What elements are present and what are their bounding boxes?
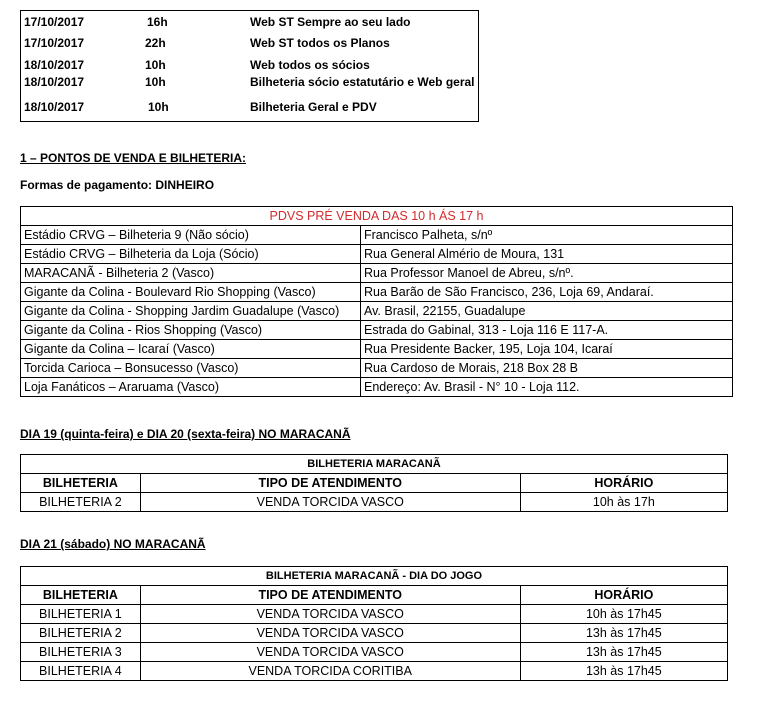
column-header: BILHETERIA (21, 586, 141, 605)
schedule-time: 10h (148, 100, 169, 114)
schedule-date: 18/10/2017 (24, 58, 85, 72)
column-header: BILHETERIA (21, 474, 141, 493)
pdv-address: Rua Cardoso de Morais, 218 Box 28 B (361, 359, 733, 378)
table-row (21, 226, 733, 245)
maracana-table-day21 (20, 566, 728, 681)
column-header: HORÁRIO (520, 586, 727, 605)
pdv-address: Endereço: Av. Brasil - N° 10 - Loja 112. (361, 378, 733, 397)
pdv-name: Estádio CRVG – Bilheteria 9 (Não sócio) (21, 226, 361, 245)
pdv-address: Rua Professor Manoel de Abreu, s/nº. (361, 264, 733, 283)
pdv-name: Gigante da Colina – Icaraí (Vasco) (21, 340, 361, 359)
schedule-desc: Bilheteria sócio estatutário e Web geral (250, 75, 475, 89)
schedule-row (21, 35, 478, 51)
pdv-name: Estádio CRVG – Bilheteria da Loja (Sócio) (21, 245, 361, 264)
table-row (21, 455, 728, 474)
section-title: 1 – PONTOS DE VENDA E BILHETERIA: (20, 151, 247, 165)
table-cell: VENDA TORCIDA VASCO (140, 493, 520, 512)
schedule-time: 10h (145, 75, 166, 89)
table-row (21, 245, 733, 264)
pdv-name: Gigante da Colina - Boulevard Rio Shopping (Vasco) (21, 283, 361, 302)
schedule-date: 17/10/2017 (24, 36, 85, 50)
schedule-time: 16h (147, 15, 168, 29)
day19-heading: DIA 19 (quinta-feira) e DIA 20 (sexta-feira) NO MARACANÃ (20, 427, 351, 441)
table-cell: BILHETERIA 1 (21, 605, 141, 624)
table-cell: BILHETERIA 2 (21, 493, 141, 512)
table-row (21, 662, 728, 681)
schedule-time: 10h (145, 58, 166, 72)
table-title: BILHETERIA MARACANÃ - DIA DO JOGO (21, 567, 728, 586)
schedule-date: 18/10/2017 (24, 100, 85, 114)
pdv-name: Gigante da Colina - Shopping Jardim Guadalupe (Vasco) (21, 302, 361, 321)
table-cell: 13h às 17h45 (520, 643, 727, 662)
pdv-table (20, 206, 733, 397)
column-header: TIPO DE ATENDIMENTO (140, 474, 520, 493)
column-header: HORÁRIO (520, 474, 727, 493)
pdv-address: Estrada do Gabinal, 313 - Loja 116 E 117-A. (361, 321, 733, 340)
table-row (21, 493, 728, 512)
table-row (21, 624, 728, 643)
table-row (21, 378, 733, 397)
table-row (21, 283, 733, 302)
table-row (21, 264, 733, 283)
schedule-row (21, 99, 478, 115)
table-cell: 13h às 17h45 (520, 624, 727, 643)
day21-heading: DIA 21 (sábado) NO MARACANÃ (20, 537, 206, 551)
table-row (21, 321, 733, 340)
table-row (21, 359, 733, 378)
table-row (21, 302, 733, 321)
pdv-address: Rua General Almério de Moura, 131 (361, 245, 733, 264)
pdv-address: Rua Barão de São Francisco, 236, Loja 69, Andaraí. (361, 283, 733, 302)
table-cell: 10h às 17h45 (520, 605, 727, 624)
schedule-row (21, 74, 478, 90)
schedule-desc: Web todos os sócios (250, 58, 370, 72)
table-row (21, 643, 728, 662)
table-cell: BILHETERIA 4 (21, 662, 141, 681)
pdv-address: Av. Brasil, 22155, Guadalupe (361, 302, 733, 321)
pdv-name: Gigante da Colina - Rios Shopping (Vasco) (21, 321, 361, 340)
table-row (21, 340, 733, 359)
table-cell: 10h às 17h (520, 493, 727, 512)
table-cell: VENDA TORCIDA VASCO (140, 643, 520, 662)
schedule-time: 22h (145, 36, 166, 50)
maracana-table-day19 (20, 454, 728, 512)
table-cell: VENDA TORCIDA CORITIBA (140, 662, 520, 681)
pdv-table-title: PDVS PRÉ VENDA DAS 10 h ÁS 17 h (21, 207, 733, 226)
schedule-desc: Bilheteria Geral e PDV (250, 100, 377, 114)
pdv-name: Torcida Carioca – Bonsucesso (Vasco) (21, 359, 361, 378)
schedule-row (21, 14, 478, 30)
table-row (21, 207, 733, 226)
table-cell: 13h às 17h45 (520, 662, 727, 681)
schedule-date: 17/10/2017 (24, 15, 85, 29)
table-cell: VENDA TORCIDA VASCO (140, 624, 520, 643)
table-cell: BILHETERIA 2 (21, 624, 141, 643)
table-row (21, 567, 728, 586)
pdv-name: Loja Fanáticos – Araruama (Vasco) (21, 378, 361, 397)
schedule-box (20, 10, 479, 122)
schedule-desc: Web ST todos os Planos (250, 36, 390, 50)
schedule-date: 18/10/2017 (24, 75, 85, 89)
table-row (21, 605, 728, 624)
column-header: TIPO DE ATENDIMENTO (140, 586, 520, 605)
pdv-name: MARACANÃ - Bilheteria 2 (Vasco) (21, 264, 361, 283)
table-cell: BILHETERIA 3 (21, 643, 141, 662)
schedule-row (21, 57, 478, 73)
payment-info: Formas de pagamento: DINHEIRO (20, 178, 215, 192)
pdv-address: Francisco Palheta, s/nº (361, 226, 733, 245)
table-header-row (21, 474, 728, 493)
table-cell: VENDA TORCIDA VASCO (140, 605, 520, 624)
table-title: BILHETERIA MARACANÃ (21, 455, 728, 474)
table-header-row (21, 586, 728, 605)
pdv-address: Rua Presidente Backer, 195, Loja 104, Icaraí (361, 340, 733, 359)
schedule-desc: Web ST Sempre ao seu lado (250, 15, 411, 29)
